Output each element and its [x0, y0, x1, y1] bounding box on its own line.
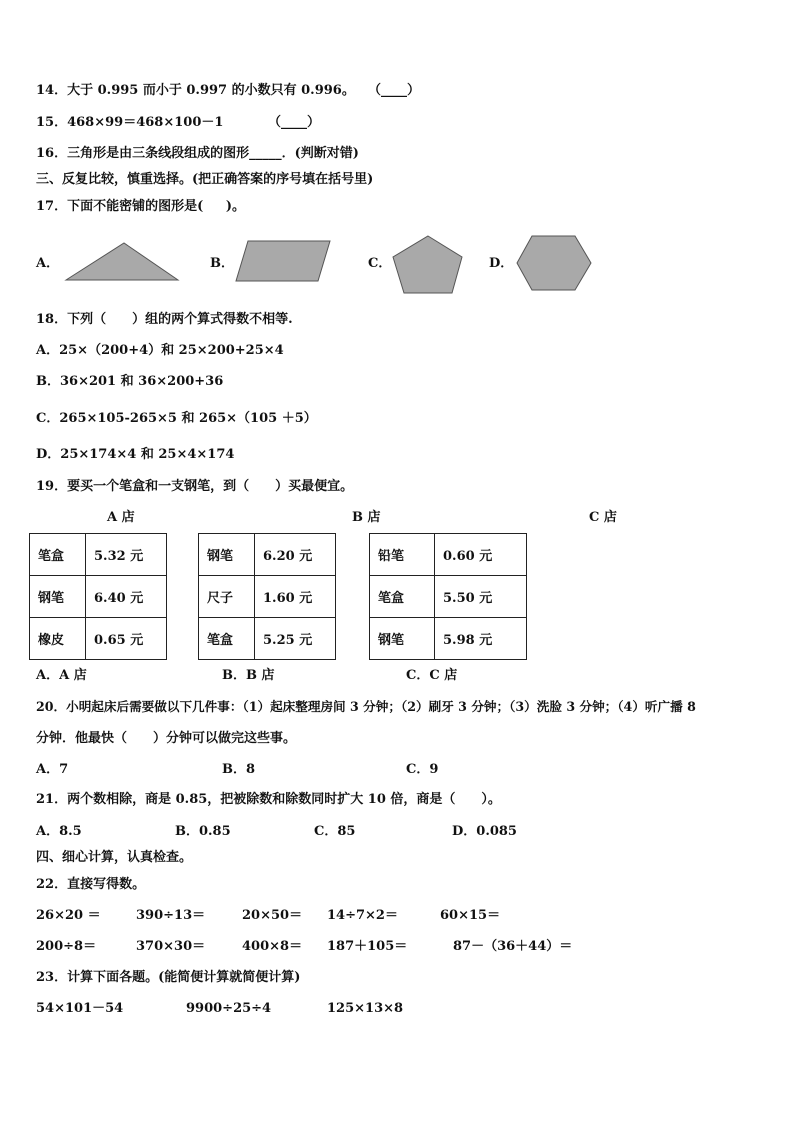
- calc-item: 20×50＝: [242, 908, 303, 923]
- table-row: [30, 534, 167, 576]
- calc-item: 54×101－54: [36, 1001, 124, 1016]
- option-19-c[interactable]: C．C 店: [406, 668, 458, 683]
- section-4-heading: 四、细心计算，认真检查。: [36, 850, 193, 865]
- option-20-a[interactable]: A．7: [36, 762, 69, 777]
- parallelogram-shape: [234, 238, 334, 284]
- item-price: 5.32 元: [86, 534, 167, 576]
- question-14: 14．大于 0.995 而小于 0.997 的小数只有 0.996。: [36, 83, 355, 98]
- calc-item: 390÷13＝: [136, 908, 206, 923]
- item-price: 1.60 元: [255, 576, 336, 618]
- item-price: 6.20 元: [255, 534, 336, 576]
- option-17-b-label[interactable]: B．: [210, 256, 234, 271]
- question-22: 22．直接写得数。: [36, 877, 146, 892]
- question-20-line-2: 分钟．他最快（ ）分钟可以做完这些事。: [36, 731, 297, 746]
- question-16: 16．三角形是由三条线段组成的图形_____．(判断对错): [36, 146, 359, 161]
- store-a-title: A 店: [107, 510, 135, 525]
- option-19-a[interactable]: A．A 店: [36, 668, 87, 683]
- item-name: 笔盒: [199, 618, 255, 660]
- question-19: 19．要买一个笔盒和一支钢笔，到（ ）买最便宜。: [36, 479, 354, 494]
- calc-item: 187＋105＝: [327, 939, 408, 954]
- item-name: 橡皮: [30, 618, 86, 660]
- option-18-d[interactable]: D．25×174×4 和 25×4×174: [36, 447, 235, 462]
- question-23: 23．计算下面各题。(能简便计算就简便计算): [36, 970, 301, 985]
- option-17-c-label[interactable]: C．: [368, 256, 392, 271]
- item-name: 笔盒: [30, 534, 86, 576]
- hexagon-shape: [515, 233, 595, 293]
- option-18-b[interactable]: B．36×201 和 36×200+36: [36, 374, 224, 389]
- pentagon-shape: [390, 233, 466, 297]
- store-a-price-table: [29, 533, 167, 660]
- triangle-shape: [62, 240, 182, 284]
- item-name: 钢笔: [30, 576, 86, 618]
- calc-item: 26×20 ＝: [36, 908, 101, 923]
- item-name: 钢笔: [199, 534, 255, 576]
- option-21-c[interactable]: C．85: [314, 824, 356, 839]
- table-row: [199, 534, 336, 576]
- item-price: 5.98 元: [435, 618, 527, 660]
- question-21: 21．两个数相除，商是 0.85，把被除数和除数同时扩大 10 倍，商是（ ）。: [36, 792, 501, 807]
- calc-item: 400×8＝: [242, 939, 303, 954]
- question-17: 17．下面不能密铺的图形是( )。: [36, 199, 246, 214]
- question-20-line-1: 20．小明起床后需要做以下几件事：（1）起床整理房间 3 分钟；（2）刷牙 3 分钟；（3）洗脸 3 分钟；（4）听广播 8: [36, 699, 696, 714]
- table-row: [30, 618, 167, 660]
- question-18: 18．下列（ ）组的两个算式得数不相等.: [36, 312, 293, 327]
- option-21-b[interactable]: B．0.85: [175, 824, 231, 839]
- table-row: [370, 618, 527, 660]
- question-15: 15．468×99＝468×100－1: [36, 115, 224, 130]
- section-3-heading: 三、反复比较，慎重选择。(把正确答案的序号填在括号里): [36, 172, 374, 187]
- calc-item: 60×15＝: [440, 908, 501, 923]
- item-price: 0.60 元: [435, 534, 527, 576]
- store-b-price-table: [198, 533, 336, 660]
- calc-item: 14÷7×2＝: [327, 908, 398, 923]
- item-name: 笔盒: [370, 576, 435, 618]
- option-19-b[interactable]: B．B 店: [222, 668, 275, 683]
- calc-item: 125×13×8: [327, 1001, 404, 1016]
- item-price: 6.40 元: [86, 576, 167, 618]
- table-row: [370, 576, 527, 618]
- answer-blank-14[interactable]: （____）: [368, 83, 421, 98]
- option-18-c[interactable]: C．265×105-265×5 和 265×（105 ＋5）: [36, 411, 317, 426]
- item-price: 5.50 元: [435, 576, 527, 618]
- calc-item: 9900÷25÷4: [186, 1001, 272, 1016]
- calc-item: 200÷8＝: [36, 939, 97, 954]
- store-c-price-table: [369, 533, 527, 660]
- option-21-a[interactable]: A．8.5: [36, 824, 82, 839]
- table-row: [30, 576, 167, 618]
- calc-item: 370×30＝: [136, 939, 206, 954]
- option-20-c[interactable]: C．9: [406, 762, 439, 777]
- table-row: [199, 618, 336, 660]
- table-row: [199, 576, 336, 618]
- item-price: 0.65 元: [86, 618, 167, 660]
- store-c-title: C 店: [589, 510, 617, 525]
- option-21-d[interactable]: D．0.085: [452, 824, 517, 839]
- option-20-b[interactable]: B．8: [222, 762, 256, 777]
- table-row: [370, 534, 527, 576]
- item-name: 铅笔: [370, 534, 435, 576]
- calc-item: 87－（36＋44）＝: [453, 939, 573, 954]
- item-price: 5.25 元: [255, 618, 336, 660]
- option-17-a-label[interactable]: A．: [36, 256, 60, 271]
- answer-blank-15[interactable]: （____）: [268, 115, 321, 130]
- item-name: 尺子: [199, 576, 255, 618]
- item-name: 钢笔: [370, 618, 435, 660]
- store-b-title: B 店: [352, 510, 381, 525]
- option-18-a[interactable]: A．25×（200+4）和 25×200+25×4: [36, 343, 284, 358]
- option-17-d-label[interactable]: D．: [489, 256, 514, 271]
